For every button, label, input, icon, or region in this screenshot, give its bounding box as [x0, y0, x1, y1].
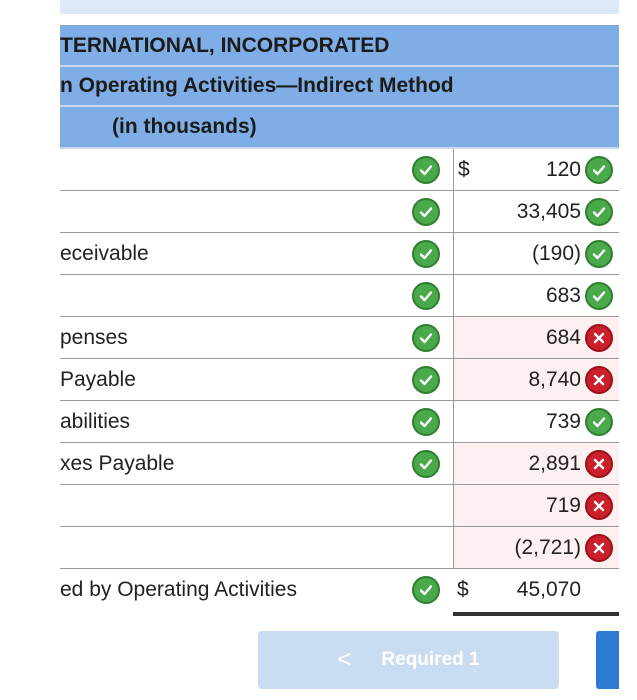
- top-strip: [60, 0, 619, 14]
- amount-cell[interactable]: [453, 275, 619, 316]
- check-icon: [412, 282, 440, 310]
- table-row: [60, 527, 619, 569]
- units-title: (in thousands): [60, 107, 619, 149]
- value-status: [585, 366, 619, 394]
- row-label[interactable]: [60, 191, 453, 232]
- row-label[interactable]: [60, 485, 453, 526]
- x-icon: [585, 366, 613, 394]
- value-status: [585, 534, 619, 562]
- amount-cell[interactable]: [453, 401, 619, 442]
- row-label[interactable]: Payable: [60, 367, 136, 391]
- table-row: [60, 233, 619, 275]
- table-row: [60, 275, 619, 317]
- amount-cell[interactable]: [453, 527, 619, 568]
- x-icon: [585, 450, 613, 478]
- total-row: [60, 569, 619, 610]
- amount-value: (2,721): [514, 535, 581, 559]
- amount-cell[interactable]: [453, 191, 619, 232]
- row-label[interactable]: [60, 527, 453, 568]
- currency-symbol: $: [458, 157, 470, 181]
- amount-value: 45,070: [516, 577, 581, 601]
- x-icon: [585, 324, 613, 352]
- double-underline: [453, 612, 619, 616]
- amount-cell[interactable]: [453, 317, 619, 358]
- x-icon: [585, 492, 613, 520]
- previous-button-label: Required 1: [381, 649, 480, 670]
- table-row: [60, 191, 619, 233]
- table-row: [60, 359, 619, 401]
- currency-symbol: $: [457, 577, 469, 601]
- amount-value: 2,891: [528, 451, 581, 475]
- amount-value: 683: [545, 283, 581, 307]
- table-row: [60, 149, 619, 191]
- chevron-left-icon: <: [337, 646, 352, 673]
- amount-value: 719: [545, 493, 581, 517]
- row-label[interactable]: eceivable: [60, 241, 149, 265]
- table-row: [60, 401, 619, 443]
- company-title: TERNATIONAL, INCORPORATED: [60, 26, 619, 67]
- check-icon: [412, 366, 440, 394]
- previous-button[interactable]: [258, 631, 559, 689]
- check-icon: [412, 450, 440, 478]
- value-status: [585, 156, 619, 184]
- amount-cell[interactable]: [453, 149, 619, 190]
- cash-flow-table: [60, 25, 619, 610]
- value-status: [585, 408, 619, 436]
- x-icon: [585, 534, 613, 562]
- check-icon: [585, 408, 613, 436]
- value-status: [585, 282, 619, 310]
- amount-cell[interactable]: [453, 233, 619, 274]
- amount-value: 739: [545, 409, 581, 433]
- row-label[interactable]: ed by Operating Activities: [60, 577, 297, 601]
- statement-title: n Operating Activities—Indirect Method: [60, 67, 619, 107]
- row-label[interactable]: [60, 275, 453, 316]
- table-row: [60, 443, 619, 485]
- check-icon: [412, 576, 440, 604]
- row-label[interactable]: [60, 149, 453, 190]
- check-icon: [412, 408, 440, 436]
- check-icon: [412, 156, 440, 184]
- row-label[interactable]: abilities: [60, 409, 131, 433]
- next-button[interactable]: [596, 631, 619, 689]
- check-icon: [585, 282, 613, 310]
- check-icon: [585, 156, 613, 184]
- check-icon: [585, 240, 613, 268]
- row-label[interactable]: penses: [60, 325, 128, 349]
- amount-value: 120: [545, 157, 581, 181]
- value-status: [585, 450, 619, 478]
- value-status: [585, 492, 619, 520]
- check-icon: [585, 198, 613, 226]
- amount-value: 684: [545, 325, 581, 349]
- check-icon: [412, 240, 440, 268]
- amount-cell[interactable]: [453, 359, 619, 400]
- value-status: [585, 240, 619, 268]
- value-status: [585, 198, 619, 226]
- value-status: [585, 324, 619, 352]
- amount-cell[interactable]: [453, 443, 619, 484]
- amount-value: (190): [531, 241, 581, 265]
- check-icon: [412, 324, 440, 352]
- table-row: [60, 485, 619, 527]
- amount-value: 33,405: [516, 199, 581, 223]
- amount-cell[interactable]: [453, 485, 619, 526]
- check-icon: [412, 198, 440, 226]
- amount-value: 8,740: [528, 367, 581, 391]
- amount-cell[interactable]: [453, 569, 619, 610]
- table-row: [60, 317, 619, 359]
- row-label[interactable]: xes Payable: [60, 451, 175, 475]
- table-body: [60, 149, 619, 610]
